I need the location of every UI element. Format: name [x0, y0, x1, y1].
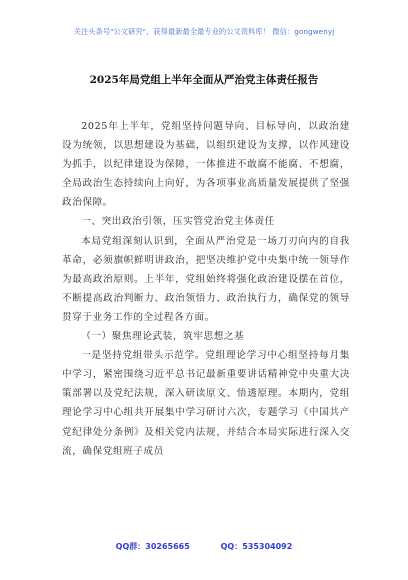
body-paragraph: 一是坚持党组带头示范学。党组理论学习中心组坚持每月集中学习，紧密围绕习近平总书记最新重要讲话精神党中央重大决策部署以及党纪法规，深入研读原文、悟透原理。本期内，党组理论学习中心组共开展集中学习研讨六次，专题学习《中国共产党纪律处分条例》及相关党内法规，并结合本局实际进行深入交流，确保党组班子成员: [62, 350, 350, 457]
page-title: 2025年局党组上半年全面从严治党主体责任报告: [89, 74, 319, 86]
body-paragraph: 本局党组深刻认识到，全面从严治党是一场刀刃向内的自我革命，必须旗帜鲜明讲政治，把坚决维护党中央集中统一领导作为最高政治原则。上半年，党组始终将强化政治建设摆在首位，不断提高政治判断力、政治领悟力、政治执行力，确保党的领导贯穿于业务工作的全过程各方面。: [62, 235, 350, 323]
section-heading: 一、突出政治引领，压实管党治党主体责任: [81, 216, 275, 228]
qq-label: QQ：535304092: [220, 542, 293, 551]
subsection-heading: （一）聚焦理论武装，筑牢思想之基: [81, 331, 245, 343]
footer-contact: [0, 541, 408, 552]
document-body: [62, 117, 350, 461]
qq-group-label: QQ群：30265665: [115, 542, 190, 551]
intro-paragraph: 2025年上半年，党组坚持问题导向、目标导向，以政治建设为统领，以思想建设为基础，以组织建设为支撑，以作风建设为抓手，以纪律建设为保障，一体推进不敢腐不能腐、不想腐，全局政治生态持续向上向好，为各项事业高质量发展提供了坚强政治保障。: [62, 121, 350, 209]
header-banner: 关注头条号"公文研究"，获得最新最全最专业的公文资料库！ 微信：gongwenyj: [73, 27, 335, 36]
